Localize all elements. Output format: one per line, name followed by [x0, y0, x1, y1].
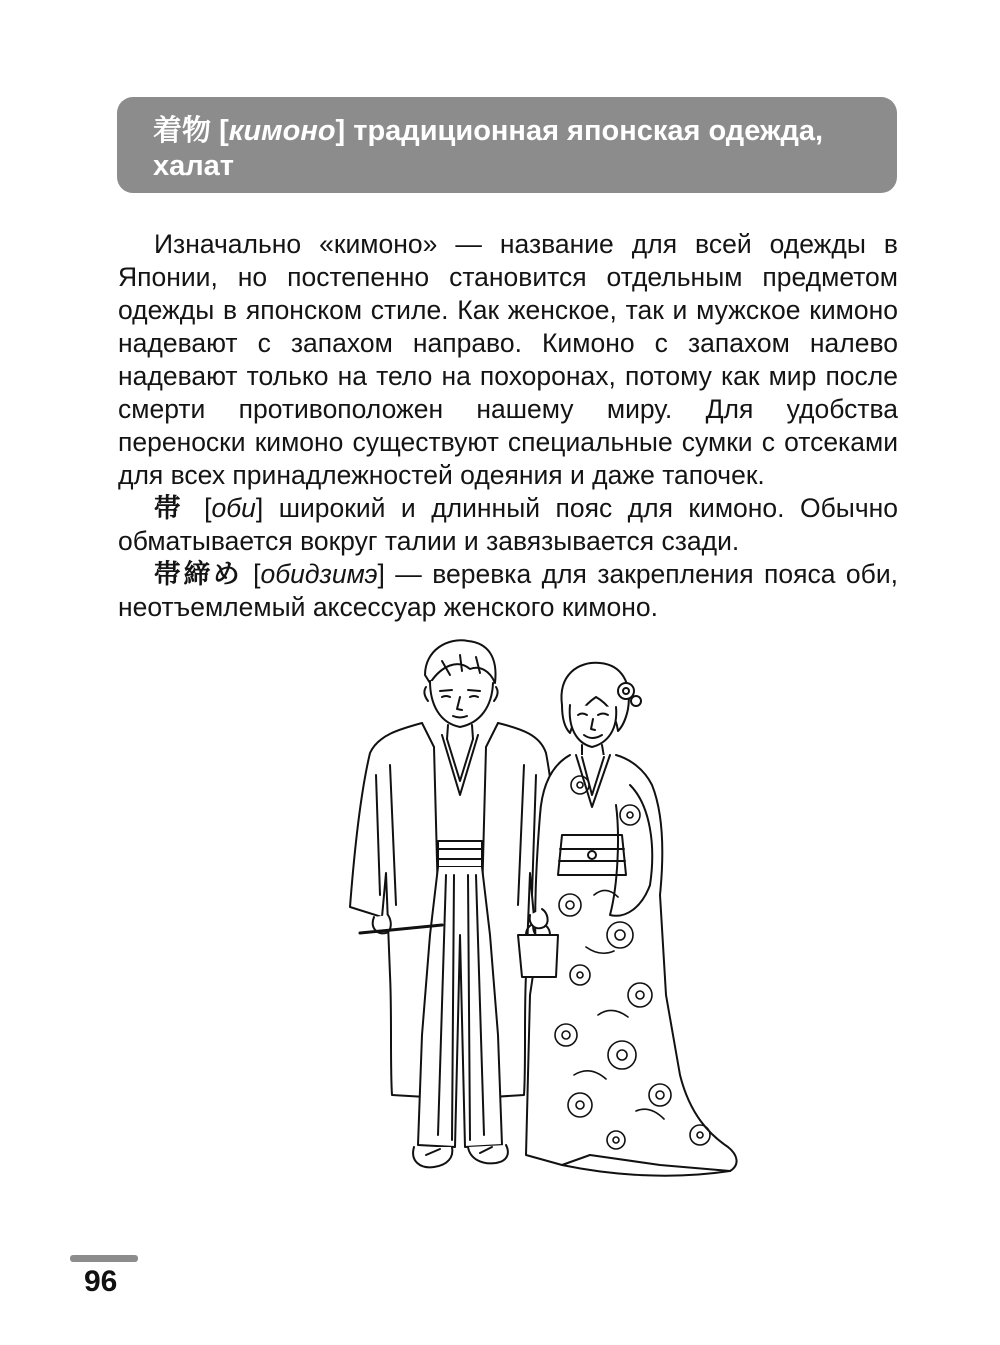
paragraph-obijime: 帯締め [обидзимэ] — веревка для закрепления пояса оби, неотъемлемый аксессуар женского кимоно.: [118, 559, 898, 622]
body-text: [118, 228, 898, 624]
page-number-rule: [70, 1255, 138, 1262]
section-heading: [117, 97, 897, 193]
heading-kanji: 着物: [153, 113, 212, 147]
page-number: 96: [84, 1265, 118, 1298]
heading-line-2: халат: [153, 150, 235, 182]
obijime-romaji: обидзимэ: [260, 559, 378, 589]
obi-text: широкий и длинный пояс для кимоно. Обычно обматывается вокруг талии и завязывается сзади.: [118, 493, 898, 556]
woman-figure: [518, 663, 737, 1176]
heading-gloss-1: традиционная японская одежда,: [353, 115, 824, 147]
paragraph-obi: 帯 [оби] широкий и длинный пояс для кимоно. Обычно обматывается вокруг талии и завязывается сзади.: [118, 493, 898, 556]
obijime-kanji: 帯締め: [154, 559, 243, 590]
kimono-couple-illustration: [330, 635, 770, 1200]
obi-romaji: оби: [211, 493, 256, 523]
heading-line-1: 着物 [кимоно] традиционная японская одежда,: [153, 113, 824, 147]
heading-romaji: кимоно: [228, 115, 336, 147]
obijime-text: — веревка для закрепления пояса оби, неотъемлемый аксессуар женского кимоно.: [118, 559, 898, 622]
obi-kanji: 帯: [154, 493, 189, 524]
paragraph-intro: Изначально «кимоно» — название для всей одежды в Японии, но постепенно становится отдельным предметом одежды в японском стиле. Как женское, так и мужское кимоно надевают с запахом направо. Кимоно с запахом налево надевают только на тело на похоронах, потому как мир после смерти противоположен нашему миру. Для удобства переноски кимоно существуют специальные сумки с отсеками для всех принадлежностей одеяния и даже тапочек.: [118, 229, 898, 490]
